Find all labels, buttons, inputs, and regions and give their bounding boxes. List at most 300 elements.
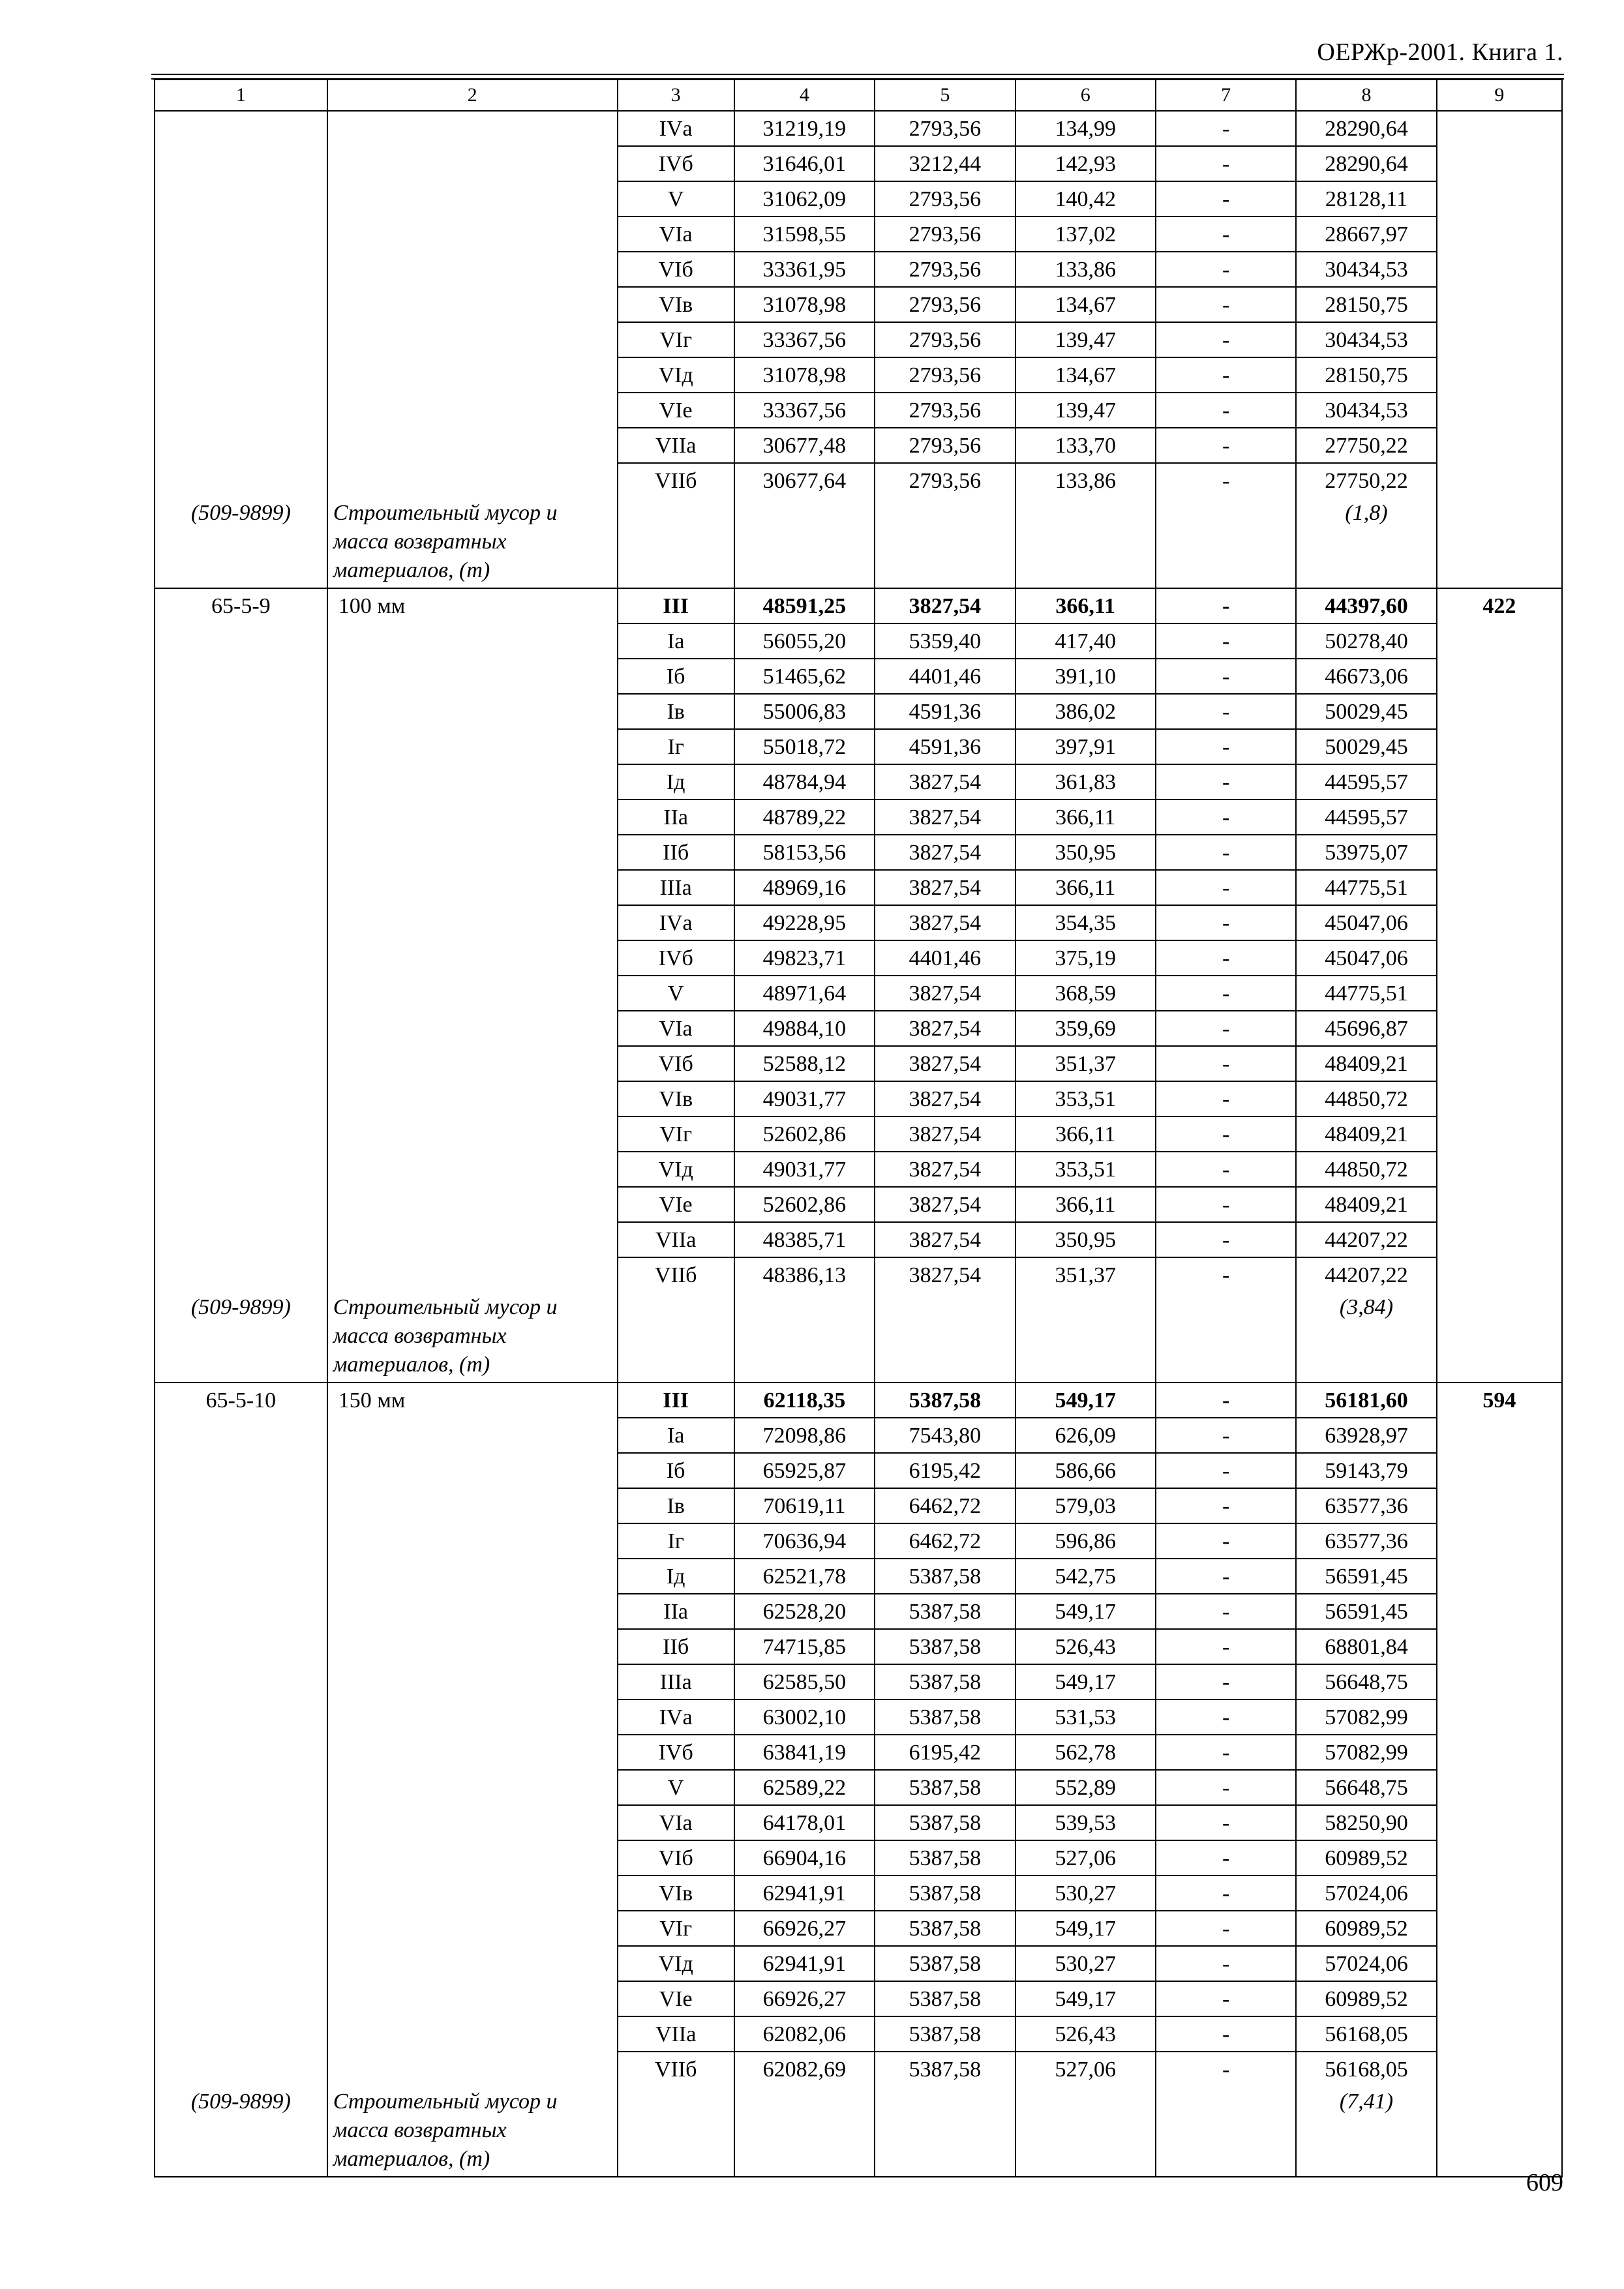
- table-cell: 549,17: [1016, 1594, 1155, 1630]
- table-cell: 351,37: [1016, 1047, 1155, 1082]
- table-cell: 57024,06: [1297, 1876, 1436, 1911]
- zone-label: IVа: [618, 906, 734, 941]
- table-cell: 44595,57: [1297, 800, 1436, 835]
- table-cell: 48789,22: [735, 800, 874, 835]
- table-cell: 28667,97: [1297, 217, 1436, 252]
- zone-label: VIв: [618, 1082, 734, 1117]
- zone-label: IIб: [618, 835, 734, 871]
- table-cell: 139,47: [1016, 323, 1155, 358]
- table-cell: 2793,56: [875, 393, 1014, 428]
- table-cell: -: [1156, 835, 1295, 871]
- value-column-5: [875, 111, 1015, 588]
- table-cell: -: [1156, 1383, 1295, 1418]
- table-cell: 366,11: [1016, 800, 1155, 835]
- table-cell: -: [1156, 1188, 1295, 1223]
- table-cell: -: [1156, 659, 1295, 695]
- table-cell: -: [1156, 217, 1295, 252]
- zone-label: Iб: [618, 659, 734, 695]
- table-cell: -: [1156, 1524, 1295, 1559]
- table-cell: 66926,27: [735, 1911, 874, 1947]
- table-cell: -: [1156, 906, 1295, 941]
- table-cell: 51465,62: [735, 659, 874, 695]
- value-column-7: [1156, 588, 1296, 1383]
- table-cell: 49228,95: [735, 906, 874, 941]
- table-cell: 549,17: [1016, 1982, 1155, 2017]
- table-cell: 63928,97: [1297, 1418, 1436, 1454]
- table-cell: 62082,06: [735, 2017, 874, 2052]
- table-cell: 5387,58: [875, 1665, 1014, 1700]
- table-cell: -: [1156, 147, 1295, 182]
- waste-name: Строительный мусор и масса возвратных материалов, (т): [333, 1295, 558, 1377]
- table-cell: 57082,99: [1297, 1700, 1436, 1735]
- zone-label: VIа: [618, 1806, 734, 1841]
- table-cell: -: [1156, 393, 1295, 428]
- zone-label: V: [618, 1771, 734, 1806]
- table-cell: -: [1156, 1489, 1295, 1524]
- position-code-cell: [155, 1383, 327, 2177]
- table-cell: 56168,05: [1325, 2057, 1408, 2082]
- zone-label: IIIа: [618, 1665, 734, 1700]
- column-header: 6: [1015, 80, 1156, 111]
- table-cell: -: [1156, 941, 1295, 976]
- table-cell: 5359,40: [875, 624, 1014, 659]
- table-cell: -: [1156, 1771, 1295, 1806]
- table-cell: 3827,54: [875, 589, 1014, 624]
- zone-label: Iв: [618, 1489, 734, 1524]
- table-cell: 27750,22: [1297, 428, 1436, 464]
- value-column-8: [1296, 111, 1436, 588]
- table-cell: 2793,56: [875, 217, 1014, 252]
- position-code: 65-5-9: [211, 594, 271, 618]
- table-cell: 549,17: [1016, 1911, 1155, 1947]
- table-cell: -: [1156, 288, 1295, 323]
- column-header: 1: [155, 80, 327, 111]
- table-cell: 2793,56: [875, 112, 1014, 147]
- table-cell: 28290,64: [1297, 112, 1436, 147]
- table-cell: 56648,75: [1297, 1665, 1436, 1700]
- table-cell: 30434,53: [1297, 323, 1436, 358]
- value-column-6: [1015, 588, 1156, 1383]
- table-cell: 386,02: [1016, 695, 1155, 730]
- table-cell: 62521,78: [735, 1559, 874, 1594]
- table-cell: 3827,54: [909, 1263, 982, 1287]
- table-cell: 539,53: [1016, 1806, 1155, 1841]
- table-cell: 33367,56: [735, 323, 874, 358]
- zone-label: VIа: [618, 1011, 734, 1047]
- zone-label: VIIа: [618, 2017, 734, 2052]
- table-cell: 45696,87: [1297, 1011, 1436, 1047]
- table-cell: -: [1156, 1947, 1295, 1982]
- position-code-cell: [155, 111, 327, 588]
- table-cell: 31078,98: [735, 358, 874, 393]
- table-cell: 552,89: [1016, 1771, 1155, 1806]
- table-cell: 50029,45: [1297, 695, 1436, 730]
- waste-code: (509-9899): [190, 501, 291, 525]
- table-cell: -: [1156, 1454, 1295, 1489]
- value-column-8: [1296, 1383, 1436, 2177]
- table-cell: -: [1156, 323, 1295, 358]
- table-cell: 6195,42: [875, 1454, 1014, 1489]
- table-cell: 626,09: [1016, 1418, 1155, 1454]
- table-cell: 44207,22: [1297, 1223, 1436, 1258]
- column-header: 9: [1437, 80, 1562, 111]
- table-cell: 5387,58: [875, 1911, 1014, 1947]
- table-cell: 2793,56: [875, 288, 1014, 323]
- table-cell: -: [1156, 730, 1295, 765]
- table-cell: 56591,45: [1297, 1559, 1436, 1594]
- table-cell: 3827,54: [875, 1223, 1014, 1258]
- table-cell: 57082,99: [1297, 1735, 1436, 1771]
- table-cell: 44775,51: [1297, 976, 1436, 1011]
- value-column-7: [1156, 111, 1296, 588]
- column-9-value: 594: [1482, 1388, 1516, 1413]
- table-cell: 7543,80: [875, 1418, 1014, 1454]
- table-cell: 3827,54: [875, 1117, 1014, 1152]
- position-name-cell: [327, 1383, 618, 2177]
- table-cell: 52602,86: [735, 1117, 874, 1152]
- table-cell: 366,11: [1016, 1188, 1155, 1223]
- table-cell: 49884,10: [735, 1011, 874, 1047]
- table-cell: -: [1156, 1418, 1295, 1454]
- table-cell: 366,11: [1016, 589, 1155, 624]
- table-cell: 586,66: [1016, 1454, 1155, 1489]
- table-cell: -: [1156, 1876, 1295, 1911]
- column-9-value: [1437, 112, 1561, 147]
- table-cell: 66904,16: [735, 1841, 874, 1876]
- zone-label: VIе: [618, 1188, 734, 1223]
- table-cell: -: [1222, 469, 1230, 493]
- table-cell: 350,95: [1016, 835, 1155, 871]
- table-cell: 44850,72: [1297, 1152, 1436, 1188]
- table-cell: 3827,54: [875, 1188, 1014, 1223]
- table-cell: 579,03: [1016, 1489, 1155, 1524]
- table-cell: 56168,05: [1297, 2017, 1436, 2052]
- value-column-4: [734, 588, 875, 1383]
- table-cell: -: [1156, 1082, 1295, 1117]
- table-cell: 31219,19: [735, 112, 874, 147]
- table-cell: 2793,56: [875, 323, 1014, 358]
- zone-label: VIг: [618, 1117, 734, 1152]
- zone-label: IIа: [618, 1594, 734, 1630]
- table-cell: -: [1156, 182, 1295, 217]
- table-cell: 48386,13: [762, 1263, 847, 1287]
- table-cell: 33361,95: [735, 252, 874, 288]
- position-name: [333, 112, 617, 147]
- table-cell: -: [1156, 695, 1295, 730]
- table-cell: 62585,50: [735, 1665, 874, 1700]
- zone-label: VIд: [618, 1947, 734, 1982]
- column-9-value: 422: [1482, 594, 1516, 618]
- table-cell: 56055,20: [735, 624, 874, 659]
- zone-label: VIд: [618, 1152, 734, 1188]
- table-cell: 5387,58: [875, 1700, 1014, 1735]
- zone-label: Iг: [618, 730, 734, 765]
- zone-label: VIIб: [654, 469, 697, 493]
- table-cell: -: [1156, 1630, 1295, 1665]
- table-cell: 49823,71: [735, 941, 874, 976]
- table-cell: 63577,36: [1297, 1489, 1436, 1524]
- table-cell: -: [1156, 428, 1295, 464]
- table-cell: 133,70: [1016, 428, 1155, 464]
- table-cell: 134,67: [1016, 288, 1155, 323]
- zone-label: VIв: [618, 288, 734, 323]
- table-cell: 351,37: [1055, 1263, 1116, 1287]
- value-column-3: [618, 111, 734, 588]
- position-group: [155, 588, 1562, 1383]
- table-cell: 31078,98: [735, 288, 874, 323]
- table-cell: 55018,72: [735, 730, 874, 765]
- table-cell: 28150,75: [1297, 288, 1436, 323]
- table-cell: 68801,84: [1297, 1630, 1436, 1665]
- table-cell: 5387,58: [875, 1876, 1014, 1911]
- table-cell: 3827,54: [875, 1082, 1014, 1117]
- zone-label: IVб: [618, 147, 734, 182]
- table-cell: 134,67: [1016, 358, 1155, 393]
- zone-label: IIб: [618, 1630, 734, 1665]
- table-cell: 48409,21: [1297, 1117, 1436, 1152]
- position-name: 100 мм: [338, 594, 406, 618]
- table-cell: 133,86: [1016, 252, 1155, 288]
- zone-label: VIIа: [618, 428, 734, 464]
- zone-label: III: [618, 1383, 734, 1418]
- value-column-8: [1296, 588, 1436, 1383]
- table-cell: 60989,52: [1297, 1982, 1436, 2017]
- table-cell: 60989,52: [1297, 1841, 1436, 1876]
- zone-label: VIе: [618, 393, 734, 428]
- value-column-4: [734, 1383, 875, 2177]
- zone-label: IVб: [618, 941, 734, 976]
- column-9-cell: [1437, 111, 1562, 588]
- table-cell: -: [1156, 1700, 1295, 1735]
- table-cell: 50029,45: [1297, 730, 1436, 765]
- table-cell: 142,93: [1016, 147, 1155, 182]
- table-cell: 27750,22: [1325, 469, 1408, 493]
- position-name-cell: [327, 588, 618, 1383]
- column-9-cell: [1437, 588, 1562, 1383]
- table-cell: 44595,57: [1297, 765, 1436, 800]
- price-table: [154, 79, 1563, 2177]
- table-cell: 4591,36: [875, 730, 1014, 765]
- table-cell: 62589,22: [735, 1771, 874, 1806]
- waste-quantity: (3,84): [1339, 1295, 1394, 1319]
- table-cell: 531,53: [1016, 1700, 1155, 1735]
- table-cell: -: [1156, 765, 1295, 800]
- table-cell: 5387,58: [875, 1947, 1014, 1982]
- zone-label: Iв: [618, 695, 734, 730]
- value-column-3: [618, 1383, 734, 2177]
- zone-label: IVб: [618, 1735, 734, 1771]
- table-cell: 530,27: [1016, 1947, 1155, 1982]
- waste-quantity: (7,41): [1339, 2089, 1394, 2114]
- table-cell: -: [1156, 1559, 1295, 1594]
- table-cell: 3827,54: [875, 1047, 1014, 1082]
- table-cell: -: [1156, 1011, 1295, 1047]
- table-cell: 527,06: [1055, 2057, 1116, 2082]
- table-cell: 2793,56: [875, 428, 1014, 464]
- zone-label: VIе: [618, 1982, 734, 2017]
- table-cell: 63577,36: [1297, 1524, 1436, 1559]
- position-group: [155, 1383, 1562, 2177]
- position-group: [155, 111, 1562, 588]
- zone-label: VIIб: [654, 1263, 697, 1287]
- table-cell: 562,78: [1016, 1735, 1155, 1771]
- table-cell: 28150,75: [1297, 358, 1436, 393]
- table-cell: 5387,58: [875, 1383, 1014, 1418]
- table-cell: 2793,56: [875, 358, 1014, 393]
- table-cell: 70636,94: [735, 1524, 874, 1559]
- table-cell: 2793,56: [909, 469, 982, 493]
- table-cell: -: [1156, 800, 1295, 835]
- table-cell: 46673,06: [1297, 659, 1436, 695]
- value-column-5: [875, 1383, 1015, 2177]
- table-cell: -: [1156, 1806, 1295, 1841]
- table-cell: -: [1222, 1263, 1230, 1287]
- table-cell: -: [1156, 252, 1295, 288]
- waste-name: Строительный мусор и масса возвратных материалов, (т): [333, 2089, 558, 2171]
- table-cell: 48969,16: [735, 871, 874, 906]
- table-cell: -: [1156, 1594, 1295, 1630]
- zone-label: Iд: [618, 1559, 734, 1594]
- position-code-cell: [155, 588, 327, 1383]
- value-column-7: [1156, 1383, 1296, 2177]
- table-cell: -: [1156, 1047, 1295, 1082]
- table-cell: 28128,11: [1297, 182, 1436, 217]
- table-cell: 74715,85: [735, 1630, 874, 1665]
- table-cell: 6462,72: [875, 1524, 1014, 1559]
- table-cell: 366,11: [1016, 871, 1155, 906]
- table-cell: 4401,46: [875, 659, 1014, 695]
- table-cell: 5387,58: [875, 1841, 1014, 1876]
- table-cell: 45047,06: [1297, 906, 1436, 941]
- table-cell: 354,35: [1016, 906, 1155, 941]
- waste-name: Строительный мусор и масса возвратных материалов, (т): [333, 501, 558, 582]
- table-cell: 527,06: [1016, 1841, 1155, 1876]
- table-cell: 56591,45: [1297, 1594, 1436, 1630]
- table-cell: -: [1156, 624, 1295, 659]
- zone-label: VIIб: [654, 2057, 697, 2082]
- table-cell: 58153,56: [735, 835, 874, 871]
- table-cell: 5387,58: [909, 2057, 982, 2082]
- table-cell: 59143,79: [1297, 1454, 1436, 1489]
- zone-label: VIд: [618, 358, 734, 393]
- table-cell: 50278,40: [1297, 624, 1436, 659]
- table-cell: 49031,77: [735, 1082, 874, 1117]
- table-cell: -: [1156, 1911, 1295, 1947]
- waste-code: (509-9899): [190, 1295, 291, 1319]
- table-cell: 353,51: [1016, 1152, 1155, 1188]
- position-code: [155, 112, 327, 147]
- table-cell: 5387,58: [875, 2017, 1014, 2052]
- table-cell: 28290,64: [1297, 147, 1436, 182]
- table-cell: 549,17: [1016, 1665, 1155, 1700]
- table-cell: 30434,53: [1297, 393, 1436, 428]
- table-cell: 350,95: [1016, 1223, 1155, 1258]
- table-cell: 62941,91: [735, 1947, 874, 1982]
- table-cell: 60989,52: [1297, 1911, 1436, 1947]
- table-cell: 52602,86: [735, 1188, 874, 1223]
- table-cell: 137,02: [1016, 217, 1155, 252]
- table-cell: 48409,21: [1297, 1047, 1436, 1082]
- column-header: 3: [618, 80, 734, 111]
- table-cell: 4591,36: [875, 695, 1014, 730]
- zone-label: VIб: [618, 1841, 734, 1876]
- table-cell: 30434,53: [1297, 252, 1436, 288]
- value-column-6: [1015, 111, 1156, 588]
- table-cell: 375,19: [1016, 941, 1155, 976]
- table-cell: 31598,55: [735, 217, 874, 252]
- zone-label: Iб: [618, 1454, 734, 1489]
- value-column-6: [1015, 1383, 1156, 2177]
- table-cell: 3827,54: [875, 1011, 1014, 1047]
- table-cell: 5387,58: [875, 1771, 1014, 1806]
- table-cell: 359,69: [1016, 1011, 1155, 1047]
- zone-label: VIа: [618, 217, 734, 252]
- column-header: 5: [875, 80, 1015, 111]
- zone-label: VIв: [618, 1876, 734, 1911]
- table-cell: 6195,42: [875, 1735, 1014, 1771]
- table-cell: 44207,22: [1325, 1263, 1408, 1287]
- table-cell: 44397,60: [1297, 589, 1436, 624]
- value-column-5: [875, 588, 1015, 1383]
- table-cell: 140,42: [1016, 182, 1155, 217]
- table-cell: -: [1156, 976, 1295, 1011]
- table-cell: -: [1156, 1223, 1295, 1258]
- header-rule: [151, 74, 1564, 75]
- table-cell: -: [1156, 1665, 1295, 1700]
- table-cell: 52588,12: [735, 1047, 874, 1082]
- waste-code: (509-9899): [190, 2089, 291, 2114]
- table-cell: -: [1156, 358, 1295, 393]
- zone-label: VIб: [618, 1047, 734, 1082]
- column-9-cell: [1437, 1383, 1562, 2177]
- column-header: 2: [327, 80, 618, 111]
- table-cell: 63841,19: [735, 1735, 874, 1771]
- zone-label: VIIа: [618, 1223, 734, 1258]
- table-cell: 56181,60: [1297, 1383, 1436, 1418]
- table-cell: 526,43: [1016, 1630, 1155, 1665]
- table-cell: 63002,10: [735, 1700, 874, 1735]
- value-column-4: [734, 111, 875, 588]
- table-cell: 139,47: [1016, 393, 1155, 428]
- table-cell: 62941,91: [735, 1876, 874, 1911]
- zone-label: Iг: [618, 1524, 734, 1559]
- table-cell: 65925,87: [735, 1454, 874, 1489]
- table-cell: 526,43: [1016, 2017, 1155, 2052]
- zone-label: Iа: [618, 624, 734, 659]
- table-cell: 361,83: [1016, 765, 1155, 800]
- table-cell: 368,59: [1016, 976, 1155, 1011]
- table-cell: 134,99: [1016, 112, 1155, 147]
- table-cell: 5387,58: [875, 1982, 1014, 2017]
- running-title: ОЕРЖр-2001. Книга 1.: [1317, 38, 1563, 66]
- position-name: 150 мм: [338, 1388, 406, 1413]
- table-cell: 549,17: [1016, 1383, 1155, 1418]
- zone-label: Iд: [618, 765, 734, 800]
- table-cell: 3827,54: [875, 976, 1014, 1011]
- zone-label: Iа: [618, 1418, 734, 1454]
- table-cell: 5387,58: [875, 1630, 1014, 1665]
- position-name-cell: [327, 111, 618, 588]
- zone-label: IVа: [618, 1700, 734, 1735]
- table-cell: 62528,20: [735, 1594, 874, 1630]
- table-cell: 2793,56: [875, 252, 1014, 288]
- table-cell: 48591,25: [735, 589, 874, 624]
- table-cell: 53975,07: [1297, 835, 1436, 871]
- zone-label: V: [618, 976, 734, 1011]
- table-cell: 55006,83: [735, 695, 874, 730]
- table-cell: 4401,46: [875, 941, 1014, 976]
- table-cell: 30677,64: [762, 469, 847, 493]
